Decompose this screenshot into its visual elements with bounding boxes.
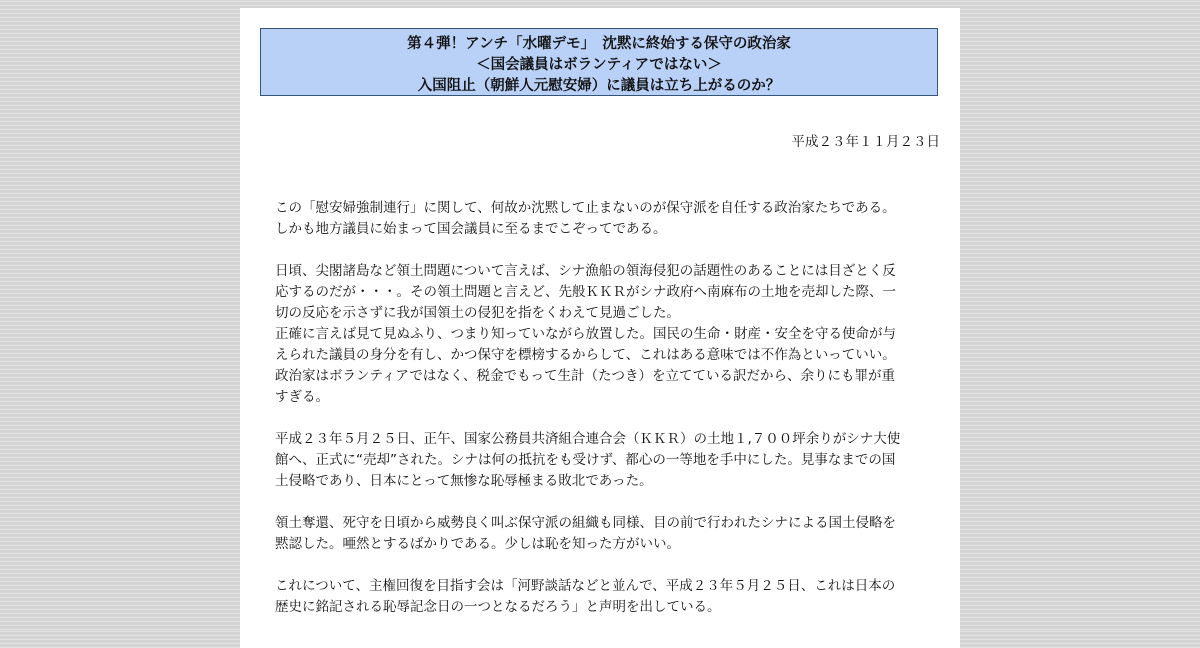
paragraph-1 [275,198,925,240]
text-line: 黙認した。唖然とするばかりである。少しは恥を知った方がいい。 [275,536,680,552]
text-line: 領土奪還、死守を日頃から威勢良く叫ぶ保守派の組織も同様、目の前で行われたシナによる国土侵略を [275,515,896,531]
paragraph-5 [275,576,925,618]
text-line: 館へ、正式に“売却”された。シナは何の抵抗をも受けず、都心の一等地を手中にした。見事なまでの国 [275,452,896,468]
article-body [275,198,925,639]
title-line-1: 第４弾！アンチ「水曜デモ」 沈黙に終始する保守の政治家 [407,36,791,52]
text-line: 日頃、尖閣諸島など領土問題について言えば、シナ漁船の領海侵犯の話題性のあることには目ざとく反 [275,263,896,279]
title-line-3: 入国阻止（朝鮮人元慰安婦）に議員は立ち上がるのか？ [417,78,781,94]
text-line: 政治家はボランティアではなく、税金でもって生計（たつき）を立てている訳だから、余りにも罪が重 [275,368,896,384]
text-line: 正確に言えば見て見ぬふり、つまり知っていながら放置した。国民の生命・財産・安全を守る使命が与 [275,326,896,342]
text-line: えられた議員の身分を有し、かつ保守を標榜するからして、これはある意味では不作為といっていい。 [275,347,896,363]
text-line: 切の反応を示さずに我が国領土の侵犯を指をくわえて見過ごした。 [275,305,680,321]
title-line-2: ＜国会議員はボランティアではない＞ [476,57,722,73]
text-line: これについて、主権回復を目指す会は「河野談話などと並んで、平成２３年５月２５日、これは日本の [275,578,896,594]
text-line: 土侵略であり、日本にとって無惨な恥辱極まる敗北であった。 [275,473,653,489]
text-line: 応するのだが・・・。その領土問題と言えど、先般ＫＫＲがシナ政府へ南麻布の土地を売却した際、一 [275,284,896,300]
text-line: この「慰安婦強制連行」に関して、何故か沈黙して止まないのが保守派を自任する政治家たちである。 [275,200,896,216]
paragraph-4 [275,513,925,555]
title-box [260,28,938,96]
document-page [240,8,960,648]
paragraph-2 [275,261,925,408]
publication-date: 平成２３年１１月２３日 [791,134,940,150]
text-line: すぎる。 [275,389,329,405]
paragraph-3 [275,429,925,492]
text-line: 歴史に銘記される恥辱記念日の一つとなるだろう」と声明を出している。 [275,599,721,615]
text-line: 平成２３年５月２５日、正午、国家公務員共済組合連合会（ＫＫＲ）の土地１,７００坪余りがシナ大使 [275,431,901,447]
text-line: しかも地方議員に始まって国会議員に至るまでこぞってである。 [275,221,667,237]
